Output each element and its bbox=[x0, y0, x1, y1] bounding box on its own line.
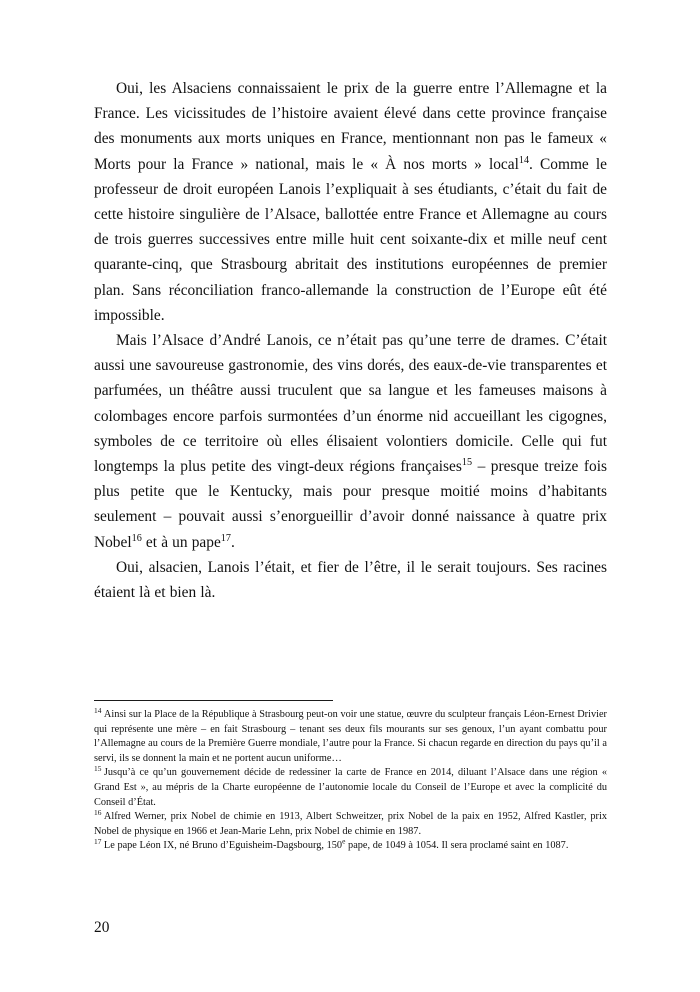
body-text-block bbox=[94, 76, 607, 605]
footnote-entry: $^{17}$ Le pape Léon IX, né Bruno d’Eguisheim-Dagsbourg, 150e pape, de 1049 à 1054. Il sera proclamé saint en 1087. bbox=[94, 836, 569, 852]
paragraph: Oui, alsacien, Lanois l’était, et fier de l’être, il le serait toujours. Ses racines étaient là et bien là. bbox=[94, 558, 607, 602]
footnote-marker[interactable]: 14 bbox=[94, 705, 102, 715]
paragraph: Oui, les Alsaciens connaissaient le prix de la guerre entre l’Allemagne et la France. Les vicissitudes de l’histoire avaient élevé dans cette province française des monuments aux morts uniques en France, mentionnant non pas le fameux « Morts pour la France » national, mais le « À nos morts » local$^{14}$. Comme le professeur de droit européen Lanois l’expliquait à ses étudiants, c’était du fait de cette histoire singulière de l’Alsace, ballottée entre France et Allemagne au cours de trois guerres successives entre mille huit cent soixante-dix et mille neuf cent quarante-cinq, que Strasbourg abritait des institutions européennes de premier plan. Sans réconciliation franco-allemande la construction de l’Europe eût été impossible. bbox=[94, 80, 607, 324]
footnote-area bbox=[94, 700, 607, 854]
footnote-reference[interactable]: 16 bbox=[131, 532, 142, 544]
footnote-reference[interactable]: 14 bbox=[518, 154, 530, 166]
footnote-reference[interactable]: 15 bbox=[461, 456, 473, 468]
paragraph: Mais l’Alsace d’André Lanois, ce n’était pas qu’une terre de drames. C’était aussi une savoureuse gastronomie, des vins dorés, des eaux-de-vie transparentes et parfumées, un théâtre aussi truculent que sa langue et les fameuses maisons à colombages encore parfois surmontées d’un énorme nid accueillant les cigognes, symboles de ce territoire où elles élisaient volontiers domicile. Celle qui fut longtemps la plus petite des vingt-deux régions françaises$^{15}$ – presque treize fois plus petite que le Kentucky, mais pour presque moitié moins d’habitants seulement – pouvait aussi s’enorgueillir d’avoir donné naissance à quatre prix Nobel$^{16}$ et à un pape$^{17}$. bbox=[94, 332, 607, 551]
footnote-separator-rule bbox=[94, 700, 333, 701]
footnote-entry: $^{16}$ Alfred Werner, prix Nobel de chimie en 1913, Albert Schweitzer, prix Nobel de la paix en 1952, Alfred Kastler, prix Nobel de physique en 1966 et Jean-Marie Lehn, prix Nobel de chimie en 1987. bbox=[94, 807, 607, 837]
footnote-marker[interactable]: 15 bbox=[94, 763, 102, 773]
footnote-marker[interactable]: 17 bbox=[94, 836, 102, 846]
footnote-marker[interactable]: 16 bbox=[94, 807, 102, 817]
footnote-entry: $^{14}$ Ainsi sur la Place de la République à Strasbourg peut-on voir une statue, œuvre du sculpteur français Léon-Ernest Drivier qui représente une mère – en fait Strasbourg – tenant ses deux fils mourants sur ses genoux, l’un ayant combattu pour l’Allemagne au cours de la Première Guerre mondiale, l’autre pour la France. Si chacun regarde en direction du pays qu’il a servi, ils se donnent la main et ne portent aucun uniforme… bbox=[94, 705, 607, 764]
footnote-reference[interactable]: 17 bbox=[220, 532, 231, 544]
page-number: 20 bbox=[94, 919, 110, 936]
ordinal-suffix: e bbox=[342, 836, 346, 846]
footnote-entry: $^{15}$ Jusqu’à ce qu’un gouvernement décide de redessiner la carte de France en 2014, diluant l’Alsace dans une région « Grand Est », au mépris de la Charte européenne de l’autonomie locale du Conseil de l’Europe et avec la complicité du Conseil d’État. bbox=[94, 763, 607, 808]
